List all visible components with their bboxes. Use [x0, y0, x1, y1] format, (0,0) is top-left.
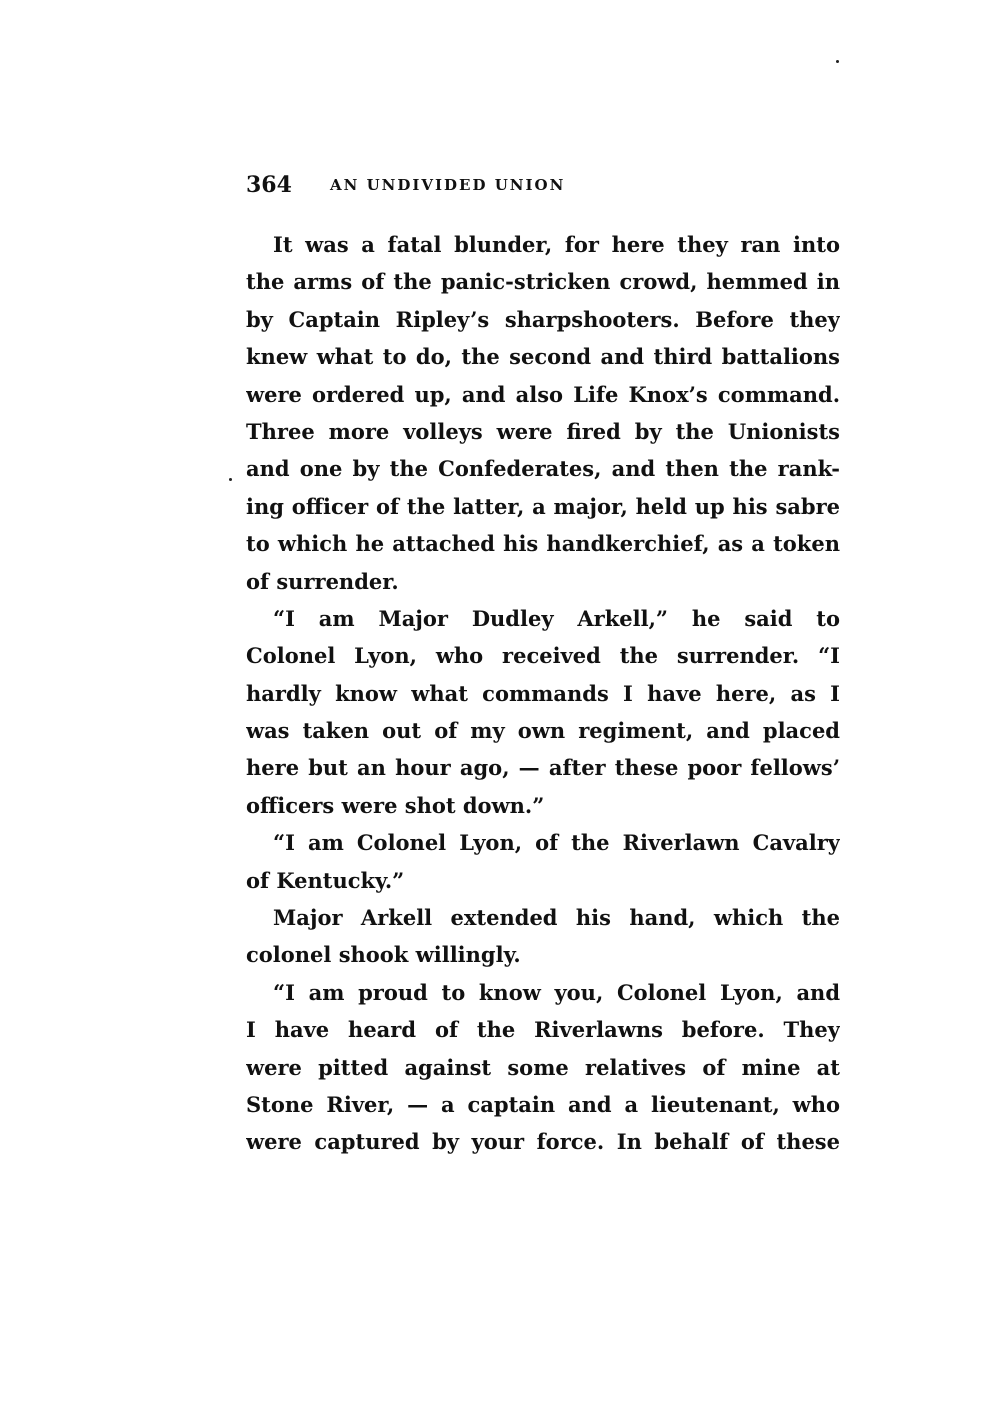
page-header [246, 172, 846, 202]
text-line: of Kentucky.” [246, 867, 405, 893]
text-line: were pitted against some relatives of mine at [246, 1054, 840, 1080]
text-line: Major Arkell extended his hand, which the [273, 905, 840, 931]
text-line: colonel shook willingly. [246, 942, 521, 968]
text-line: “I am Colonel Lyon, of the Riverlawn Cavalry [273, 830, 840, 856]
text-line: were ordered up, and also Life Knox’s command. [246, 381, 840, 407]
text-line: here but an hour ago, — after these poor fellows’ [246, 755, 840, 781]
page-number: 364 [246, 172, 292, 198]
text-line: It was a fatal blunder, for here they ran into [273, 232, 840, 257]
body-text [246, 226, 840, 1161]
print-speck [229, 478, 232, 481]
text-line: “I am Major Dudley Arkell,” he said to [273, 605, 840, 631]
running-title: AN UNDIVIDED UNION [330, 176, 566, 194]
text-line: knew what to do, the second and third battalions [246, 344, 840, 370]
text-line: officers were shot down.” [246, 792, 545, 818]
text-line: Three more volleys were fired by the Unionists [246, 418, 840, 444]
text-line: Stone River, — a captain and a lieutenant, who [246, 1091, 840, 1117]
text-line: of surrender. [246, 568, 399, 594]
text-line: and one by the Confederates, and then the rank- [246, 456, 840, 482]
text-line: I have heard of the Riverlawns before. They [246, 1017, 840, 1043]
text-line: to which he attached his handkerchief, as a token [246, 531, 840, 557]
print-speck [836, 60, 839, 63]
text-line: Colonel Lyon, who received the surrender. “I [246, 643, 840, 669]
text-line: by Captain Ripley’s sharpshooters. Before they [246, 306, 840, 332]
text-line: ing officer of the latter, a major, held up his sabre [246, 493, 840, 519]
text-line: hardly know what commands I have here, as I [246, 680, 840, 706]
text-line: “I am proud to know you, Colonel Lyon, and [273, 979, 840, 1005]
text-line: were captured by your force. In behalf of these [246, 1129, 840, 1155]
text-line: the arms of the panic-stricken crowd, hemmed in [246, 269, 840, 295]
text-line: was taken out of my own regiment, and placed [246, 718, 840, 744]
